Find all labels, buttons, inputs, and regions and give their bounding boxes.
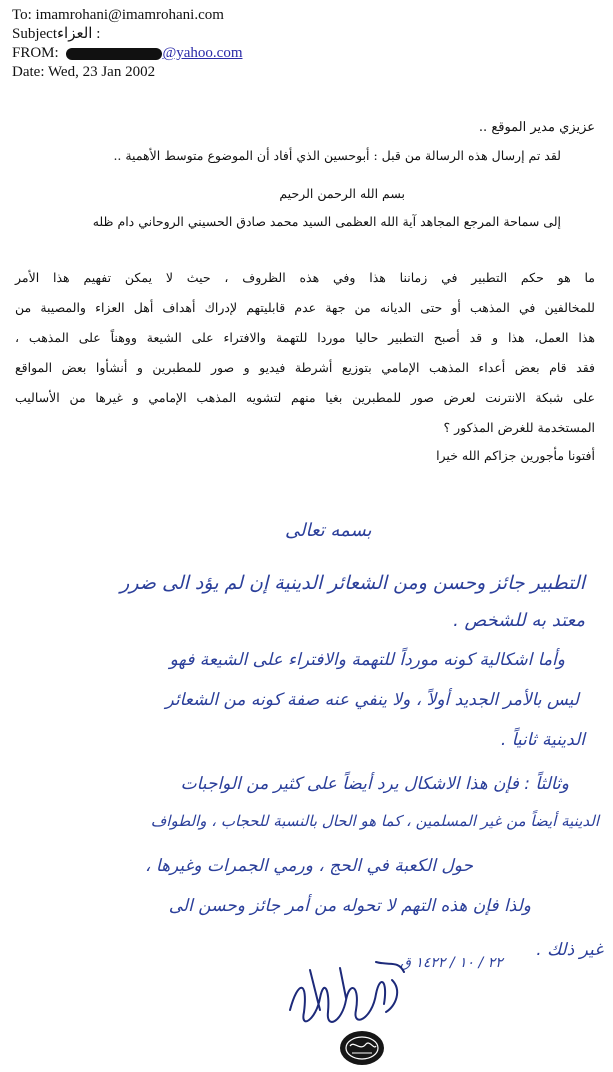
closing-line: أفتونا مأجورين جزاكم الله خيرا bbox=[436, 448, 595, 463]
answer-heading: بسمه تعالى bbox=[285, 520, 372, 541]
answer-line: غير ذلك . bbox=[536, 940, 603, 960]
answer-line: التطبير جائز وحسن ومن الشعائر الدينية إن لم يؤد الى ضرر bbox=[120, 572, 585, 594]
question-body-line: فقد قام بعض أعداء المذهب الإمامي بتوزيع أشرطة فيديو و صور للمطبرين و أنشأوا بعض المواقع bbox=[15, 360, 595, 375]
answer-line: وأما اشكالية كونه مورداً للتهمة والافتراء على الشيعة فهو bbox=[169, 650, 565, 670]
email-header bbox=[12, 6, 372, 82]
date-value: Wed, 23 Jan 2002 bbox=[47, 64, 156, 80]
question-body-line: على شبكة الانترنت لعرض صور للمطبرين بغيا منهم لتشويه المذهب الإمامي و غيرها من الأساليب bbox=[15, 390, 595, 405]
greeting: عزيزي مدير الموقع .. bbox=[478, 120, 595, 135]
to-address: imamrohani@imamrohani.com bbox=[35, 7, 224, 23]
question-body-line: المستخدمة للغرض المذكور ؟ bbox=[443, 420, 595, 435]
seal-icon bbox=[340, 1031, 384, 1065]
question-body-line: ما هو حكم التطبير في زماننا هذا وفي هذه الظروف ، حيث لا يمكن تفهيم هذا الأمر bbox=[15, 270, 595, 285]
question-body-line: هذا العمل، هذا و قد أصبح التطبير حاليا موردا للتهمة والافتراء على الشيعة ووهناً على المذهب ، bbox=[15, 330, 595, 345]
addressee-line: إلى سماحة المرجع المجاهد آية الله العظمى السيد محمد صادق الحسيني الروحاني دام ظله bbox=[92, 214, 561, 229]
answer-line: معتد به للشخص . bbox=[453, 610, 585, 631]
answer-date: ٢٢ / ١٠ / ١٤٢٢ ق bbox=[400, 955, 503, 971]
signature-and-seal bbox=[280, 950, 430, 1070]
subject-label: Subject bbox=[12, 26, 57, 42]
question-body-line: للمخالفين في المذهب أو حتى الديانه من جهة عدم قابليتهم لإدراك أهداف أهل العزاء والمصيبة من bbox=[15, 300, 595, 315]
basmala: بسم الله الرحمن الرحيم bbox=[279, 186, 405, 201]
to-line bbox=[12, 6, 372, 25]
intro-line: لقد تم إرسال هذه الرسالة من قبل : أبوحسين الذي أفاد أن الموضوع متوسط الأهمية .. bbox=[113, 148, 561, 163]
answer-line: وثالثاً : فإن هذا الاشكال يرد أيضاً على كثير من الواجبات bbox=[180, 774, 569, 794]
answer-line: حول الكعبة في الحج ، ورمي الجمرات وغيرها ، bbox=[145, 856, 473, 876]
date-line bbox=[12, 63, 372, 82]
signature-icon bbox=[290, 962, 404, 1022]
answer-line: ليس بالأمر الجديد أولاً ، ولا ينفي عنه صفة كونه من الشعائر bbox=[165, 690, 579, 710]
date-label: Date: bbox=[12, 64, 45, 80]
subject-line bbox=[12, 25, 372, 44]
answer-line: ولذا فإن هذه التهم لا تحوله من أمر جائز وحسن الى bbox=[168, 896, 531, 916]
from-address[interactable]: @yahoo.com bbox=[162, 45, 243, 61]
answer-line: الدينية أيضاً من غير المسلمين ، كما هو الحال بالنسبة للحجاب ، والطواف bbox=[150, 812, 599, 830]
from-line bbox=[12, 44, 372, 63]
to-label: To: bbox=[12, 7, 32, 23]
from-label: FROM: bbox=[12, 45, 59, 61]
subject-value: العزاء : bbox=[57, 26, 101, 42]
answer-line: الدينية ثانياً . bbox=[500, 730, 585, 750]
redacted-sender bbox=[66, 48, 162, 60]
